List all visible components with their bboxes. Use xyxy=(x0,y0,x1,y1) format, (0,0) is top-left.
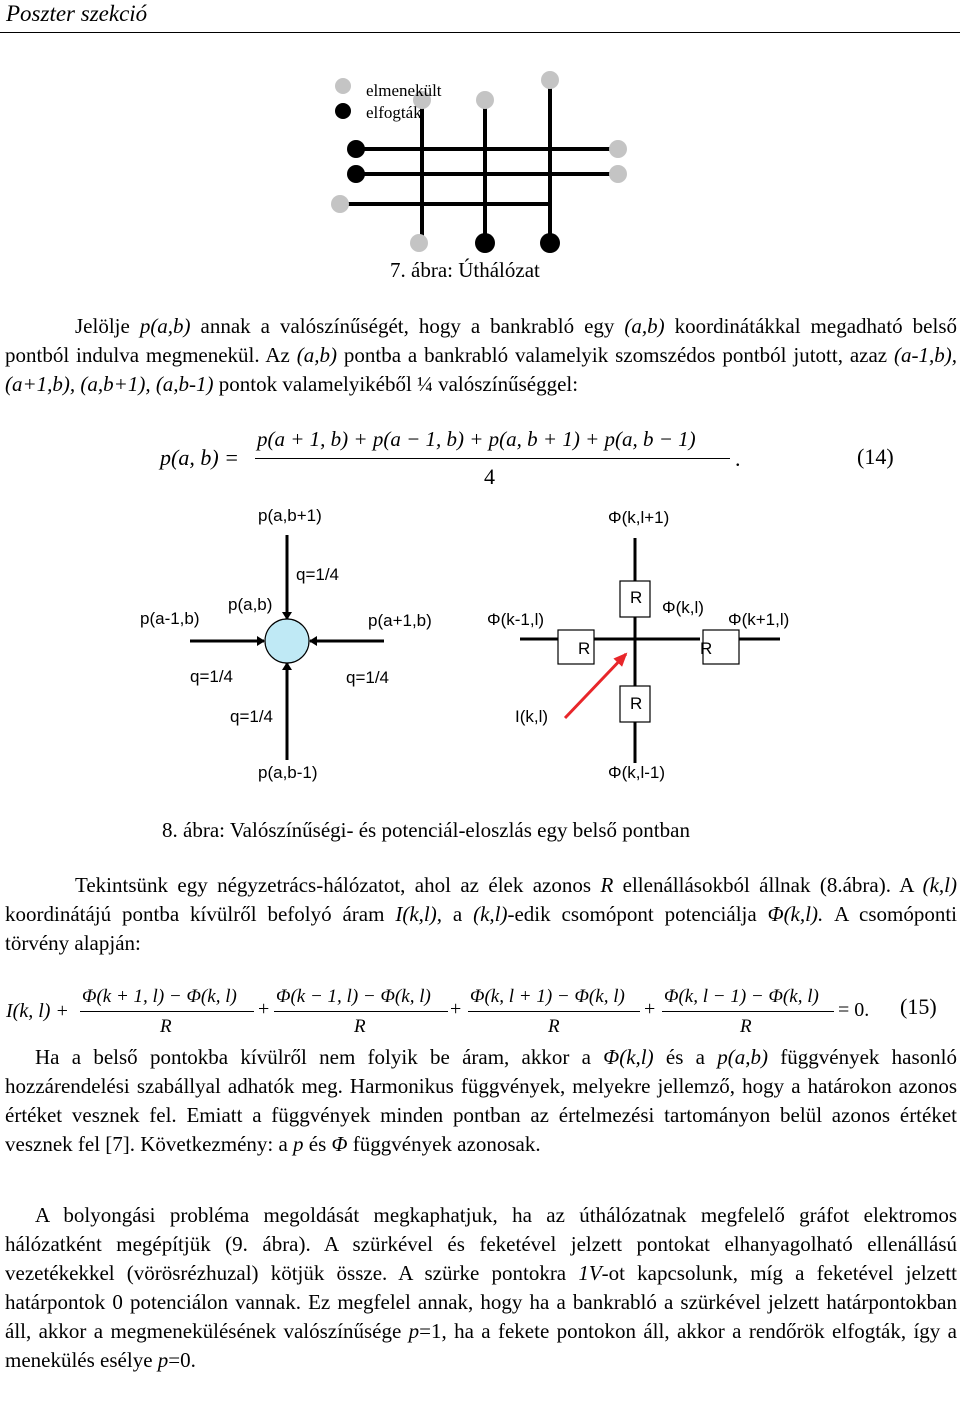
boundary-node-gray xyxy=(609,165,627,183)
eq15-plus-3: + xyxy=(644,998,656,1020)
label-current: I(k,l) xyxy=(515,707,549,726)
eq15-frac4-numerator: Φ(k, l − 1) − Φ(k, l) xyxy=(664,986,819,1007)
text: a xyxy=(441,902,474,926)
legend-escaped: elmenekült xyxy=(366,81,442,100)
eq15-plus-1: + xyxy=(258,998,270,1020)
center-node xyxy=(265,619,309,663)
label-phi-left: Φ(k-1,l) xyxy=(487,610,545,629)
label-phi-bottom: Φ(k,l-1) xyxy=(608,763,666,782)
eq15-lhs: I(k, l) + xyxy=(6,1000,69,1022)
section-title: Poszter szekció xyxy=(6,1,148,26)
text: és a xyxy=(653,1045,718,1069)
math-inline: (k,l) xyxy=(473,902,508,926)
math-inline: Φ(k,l). xyxy=(767,902,824,926)
text: függvények hasonló hozzárendelési szabállyal adhatók meg. Harmonikus függvények, melyekre jellemző, hogy a határokon azonos értéket vesznek fel. Emiatt a függvények minden pontban az értelmezési tartományon belül azonos értéket vesznek fel [7]. Következmény: a xyxy=(5,1045,957,1156)
boundary-node-gray xyxy=(331,195,349,213)
label-r-right: R xyxy=(700,639,713,658)
text: annak a valószínűségét, hogy a bankrabló egy xyxy=(190,314,625,338)
boundary-node-gray xyxy=(541,71,559,89)
label-q-top: q=1/4 xyxy=(296,565,340,584)
text: függvények azonosak. xyxy=(347,1132,541,1156)
boundary-node-black xyxy=(347,165,365,183)
text: pontba a bankrabló valamelyik szomszédos pontból jutott, azaz xyxy=(336,343,895,367)
boundary-node-black xyxy=(347,140,365,158)
label-phi-center: Φ(k,l) xyxy=(662,598,704,617)
boundary-node-black xyxy=(475,233,495,253)
eq14-numerator: p(a + 1, b) + p(a − 1, b) + p(a, b + 1) + p(a, b − 1) xyxy=(257,427,696,451)
text: és xyxy=(303,1132,332,1156)
figure-7-caption: 7. ábra: Úthálózat xyxy=(390,258,540,282)
label-phi-right: Φ(k+1,l) xyxy=(728,610,790,629)
math-inline: I(k,l), xyxy=(395,902,442,926)
section-header xyxy=(0,0,960,33)
label-q-left: q=1/4 xyxy=(190,667,234,686)
text: Ha a belső pontokba kívülről nem folyik be áram, akkor a xyxy=(35,1045,604,1069)
paragraph-2 xyxy=(5,871,957,958)
text: Tekintsünk egy négyzetrács-hálózatot, ahol az élek azonos xyxy=(75,873,601,897)
label-q-right: q=1/4 xyxy=(346,668,390,687)
text: koordinátájú pontba kívülről befolyó áram xyxy=(5,902,396,926)
eq14-denominator: 4 xyxy=(484,464,495,489)
boundary-node-gray xyxy=(609,140,627,158)
math-inline: (a-1,b), (a+1,b), (a,b+1), (a,b-1) xyxy=(5,343,957,396)
legend-black-dot xyxy=(335,103,351,119)
label-p-top: p(a,b+1) xyxy=(258,506,322,525)
text: -ot kapcsolunk, míg a feketével jelzett határpontok 0 potenciálon vannak. Ez megfelel annak, hogy ha a bankrabló a szürkével jelzett határpontokban áll, akkor a megmenekülésének valószínűsége xyxy=(5,1261,957,1343)
boundary-node-gray xyxy=(410,234,428,252)
eq15-frac1-denominator: R xyxy=(160,1016,172,1037)
math-inline: R xyxy=(600,873,614,897)
label-q-bottom: q=1/4 xyxy=(230,707,274,726)
eq15-frac3-numerator: Φ(k, l + 1) − Φ(k, l) xyxy=(470,986,625,1007)
label-r-left: R xyxy=(578,639,591,658)
text: ellenállásokból állnak (8.ábra). A xyxy=(613,873,923,897)
legend-caught: elfogták xyxy=(366,103,422,122)
text: Jelölje xyxy=(75,314,140,338)
figure-8-probability-diagram xyxy=(160,535,420,765)
label-r-bottom: R xyxy=(630,694,643,713)
math-inline: 1V xyxy=(578,1261,602,1285)
text: pontok valamelyikéből ¼ valószínűséggel: xyxy=(213,372,579,396)
label-p-left: p(a-1,b) xyxy=(140,609,200,628)
math-inline: p xyxy=(408,1319,420,1343)
label-p-right: p(a+1,b) xyxy=(368,611,432,630)
figure-8-caption: 8. ábra: Valószínűségi- és potenciál-eloszlás egy belső pontban xyxy=(162,818,690,842)
math-inline: Φ(k,l) xyxy=(603,1045,654,1069)
math-inline: (k,l) xyxy=(922,873,957,897)
math-inline: p(a,b) xyxy=(139,314,191,338)
boundary-node-gray xyxy=(476,91,494,109)
eq14-number: (14) xyxy=(857,444,894,469)
eq15-rhs: = 0. xyxy=(838,999,870,1021)
eq15-number: (15) xyxy=(900,994,937,1019)
eq14-lhs: p(a, b) = xyxy=(160,445,239,470)
label-p-bottom: p(a,b-1) xyxy=(258,763,318,782)
paragraph-3 xyxy=(5,1043,957,1159)
math-inline: Φ xyxy=(331,1132,348,1156)
eq15-frac1-numerator: Φ(k + 1, l) − Φ(k, l) xyxy=(82,986,237,1007)
text: -edik csomópont potenciálja xyxy=(507,902,768,926)
text: koordinátákkal megadható belső pontból indulva megmenekül. Az xyxy=(5,314,957,367)
eq15-frac4-bar xyxy=(662,1011,834,1012)
eq15-frac3-bar xyxy=(468,1011,640,1012)
text: =0. xyxy=(168,1348,196,1372)
math-inline: (a,b) xyxy=(296,343,337,367)
eq14-dot: . xyxy=(735,446,741,471)
math-inline: p xyxy=(293,1132,304,1156)
eq15-frac2-bar xyxy=(274,1011,448,1012)
paragraph-4 xyxy=(5,1201,957,1375)
eq15-frac2-numerator: Φ(k − 1, l) − Φ(k, l) xyxy=(276,986,431,1007)
math-inline: (a,b) xyxy=(624,314,665,338)
math-inline: p(a,b) xyxy=(717,1045,768,1069)
label-r-top: R xyxy=(630,588,643,607)
figure-7-road-network xyxy=(300,70,660,260)
text: A csomóponti törvény alapján: xyxy=(5,902,957,955)
eq15-plus-2: + xyxy=(450,998,462,1020)
eq15-frac1-bar xyxy=(80,1011,254,1012)
eq15-frac4-denominator: R xyxy=(740,1016,752,1037)
text: A bolyongási probléma megoldását megkaphatjuk, ha az úthálózatnak megfelelő gráfot elektromos hálózatként megépítjük (9. ábra). A szürkével és feketével jelzett pontokat elhanyagolható ellenállású vezetékekkel (vörösrézhuzal) kötjük össze. A szürke pontokra xyxy=(5,1203,957,1285)
figure-8-resistor-diagram xyxy=(500,528,800,768)
label-p-center: p(a,b) xyxy=(228,595,273,614)
eq14-fraction-bar xyxy=(255,458,730,459)
label-phi-top: Φ(k,l+1) xyxy=(608,508,670,527)
math-inline: p xyxy=(157,1348,169,1372)
eq15-frac2-denominator: R xyxy=(354,1016,366,1037)
paragraph-1 xyxy=(5,312,957,399)
legend-gray-dot xyxy=(335,78,351,94)
boundary-node-black xyxy=(540,233,560,253)
text: =1, ha a fekete pontokon áll, akkor a rendőrök elfogták, így a menekülés esélye xyxy=(5,1319,957,1372)
eq15-frac3-denominator: R xyxy=(548,1016,560,1037)
